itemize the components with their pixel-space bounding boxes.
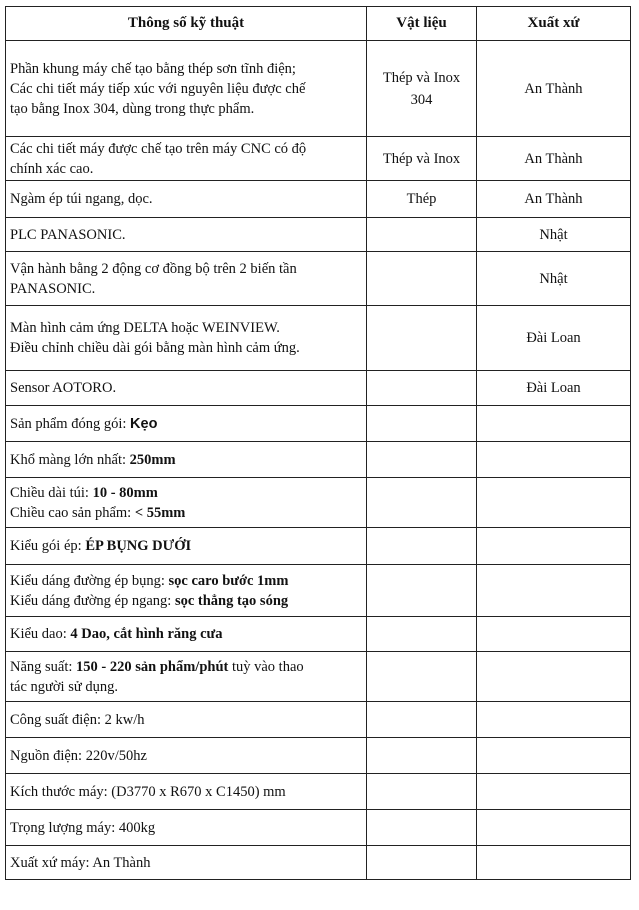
origin-cell — [477, 810, 631, 846]
material-cell — [367, 810, 477, 846]
table-row — [6, 371, 631, 406]
spec-cell — [6, 528, 367, 565]
spec-cell — [6, 702, 367, 738]
header-origin: Xuất xứ — [477, 7, 631, 41]
table-row — [6, 137, 631, 181]
spec-line — [10, 782, 362, 802]
origin-cell — [477, 702, 631, 738]
spec-line — [10, 657, 362, 677]
origin-cell: Đài Loan — [477, 371, 631, 406]
spec-line — [10, 677, 362, 697]
spec-line — [10, 159, 362, 179]
spec-text: Phần khung máy chế tạo bằng thép sơn tĩnh điện; — [10, 60, 296, 77]
table-row — [6, 565, 631, 617]
spec-line — [10, 59, 362, 79]
material-cell — [367, 702, 477, 738]
origin-cell: Đài Loan — [477, 306, 631, 371]
table-row — [6, 528, 631, 565]
spec-value: ÉP BỤNG DƯỚI — [85, 538, 192, 554]
table-row — [6, 478, 631, 528]
spec-value: 250mm — [129, 451, 176, 468]
spec-text: tạo bằng Inox 304, dùng trong thực phẩm. — [10, 100, 255, 117]
spec-text: PLC PANASONIC. — [10, 226, 126, 243]
spec-text: Kích thước máy: (D3770 x R670 x C1450) mm — [10, 783, 286, 800]
spec-text: Năng suất: — [10, 658, 77, 675]
material-cell — [367, 846, 477, 880]
origin-cell: Nhật — [477, 252, 631, 306]
spec-value: sọc caro bước 1mm — [168, 572, 289, 589]
material-cell — [367, 181, 477, 218]
origin-cell — [477, 478, 631, 528]
material-cell — [367, 306, 477, 371]
header-row — [6, 7, 631, 41]
spec-text: Chiều cao sản phẩm: — [10, 504, 135, 521]
spec-line — [10, 483, 362, 503]
header-material: Vật liệu — [367, 7, 477, 41]
spec-cell — [6, 218, 367, 252]
material-text: 304 — [410, 91, 433, 108]
spec-text: Kiểu dáng đường ép bụng: — [10, 572, 169, 589]
spec-cell — [6, 478, 367, 528]
spec-line — [10, 624, 362, 644]
spec-text: Công suất điện: 2 kw/h — [10, 711, 145, 728]
spec-cell — [6, 738, 367, 774]
spec-cell — [6, 41, 367, 137]
spec-text: Sensor AOTORO. — [10, 380, 117, 396]
table-row — [6, 306, 631, 371]
spec-value: sọc thẳng tạo sóng — [174, 592, 289, 609]
spec-line — [10, 279, 362, 299]
spec-value: 150 - 220 sản phẩm/phút — [76, 658, 229, 675]
spec-line — [10, 139, 362, 159]
table-row — [6, 738, 631, 774]
spec-cell — [6, 442, 367, 478]
material-cell — [367, 652, 477, 702]
spec-text: Vận hành bằng 2 động cơ đồng bộ trên 2 biến tần — [10, 260, 297, 277]
spec-line — [10, 710, 362, 730]
table-row — [6, 810, 631, 846]
material-cell — [367, 528, 477, 565]
spec-cell — [6, 774, 367, 810]
spec-line — [10, 591, 362, 611]
spec-text: Trọng lượng máy: 400kg — [10, 819, 156, 836]
material-cell — [367, 218, 477, 252]
spec-text: Màn hình cảm ứng DELTA hoặc WEINVIEW. — [10, 320, 280, 336]
material-text: Thép và Inox — [382, 150, 461, 167]
spec-value: 4 Dao, cắt hình răng cưa — [70, 626, 223, 642]
spec-text: Các chi tiết máy tiếp xúc với nguyên liệu được chế — [10, 80, 306, 97]
origin-cell — [477, 406, 631, 442]
spec-cell — [6, 137, 367, 181]
spec-table — [5, 6, 631, 880]
table-row — [6, 702, 631, 738]
table-row — [6, 442, 631, 478]
spec-value: < 55mm — [134, 504, 186, 521]
table-row — [6, 652, 631, 702]
spec-text: chính xác cao. — [10, 160, 94, 177]
spec-line — [10, 746, 362, 766]
material-cell — [367, 41, 477, 137]
spec-value: Kẹo — [130, 415, 158, 432]
spec-text: Khổ màng lớn nhất: — [10, 451, 130, 468]
spec-line — [10, 536, 362, 556]
spec-line — [10, 818, 362, 838]
spec-value: 10 - 80mm — [92, 484, 158, 501]
spec-text: Điều chỉnh chiều dài gói bằng màn hình cảm ứng. — [10, 340, 300, 356]
origin-cell — [477, 617, 631, 652]
spec-text: Kiểu gói ép: — [10, 538, 86, 554]
spec-cell — [6, 617, 367, 652]
origin-cell: An Thành — [477, 137, 631, 181]
spec-text: Xuất xứ máy: An Thành — [10, 854, 151, 871]
material-text: Thép — [406, 191, 437, 207]
spec-cell — [6, 810, 367, 846]
material-cell — [367, 252, 477, 306]
material-cell — [367, 565, 477, 617]
spec-line — [10, 189, 362, 209]
origin-cell — [477, 652, 631, 702]
spec-line — [10, 318, 362, 338]
material-cell — [367, 478, 477, 528]
spec-cell — [6, 252, 367, 306]
spec-text: Kiểu dáng đường ép ngang: — [10, 592, 175, 609]
material-cell — [367, 774, 477, 810]
spec-cell — [6, 181, 367, 218]
origin-cell — [477, 565, 631, 617]
origin-cell: An Thành — [477, 41, 631, 137]
spec-text: Kiểu dao: — [10, 626, 71, 642]
table-row — [6, 617, 631, 652]
spec-line — [10, 338, 362, 358]
origin-cell — [477, 774, 631, 810]
material-cell — [367, 137, 477, 181]
spec-text: PANASONIC. — [10, 280, 96, 297]
table-row — [6, 252, 631, 306]
spec-cell — [6, 306, 367, 371]
origin-cell — [477, 528, 631, 565]
spec-text: Sản phẩm đóng gói: — [10, 415, 131, 432]
header-spec: Thông số kỹ thuật — [6, 7, 367, 41]
table-row — [6, 774, 631, 810]
spec-text: Các chi tiết máy được chế tạo trên máy CNC có độ — [10, 140, 307, 157]
origin-cell: Nhật — [477, 218, 631, 252]
spec-cell — [6, 371, 367, 406]
table-row — [6, 181, 631, 218]
origin-cell — [477, 738, 631, 774]
spec-cell — [6, 652, 367, 702]
spec-text: tác người sử dụng. — [10, 678, 118, 695]
table-row — [6, 846, 631, 880]
spec-cell — [6, 846, 367, 880]
spec-line — [10, 378, 362, 398]
spec-text: Ngàm ép túi ngang, dọc. — [10, 191, 153, 207]
table-row — [6, 41, 631, 137]
spec-line — [10, 259, 362, 279]
spec-line — [10, 225, 362, 245]
spec-cell — [6, 406, 367, 442]
material-cell — [367, 442, 477, 478]
spec-line — [10, 503, 362, 523]
spec-line — [10, 853, 362, 873]
table-row — [6, 218, 631, 252]
material-cell — [367, 406, 477, 442]
origin-cell — [477, 442, 631, 478]
spec-table-body — [6, 41, 631, 880]
spec-line — [10, 450, 362, 470]
spec-line — [10, 571, 362, 591]
spec-text: Nguồn điện: 220v/50hz — [10, 747, 147, 764]
material-cell — [367, 738, 477, 774]
table-row — [6, 406, 631, 442]
origin-cell: An Thành — [477, 181, 631, 218]
spec-text: Chiều dài túi: — [10, 484, 93, 501]
spec-line — [10, 79, 362, 99]
material-text: Thép và Inox — [382, 69, 461, 86]
material-cell — [367, 617, 477, 652]
spec-text: tuỳ vào thao — [228, 658, 304, 675]
origin-cell — [477, 846, 631, 880]
spec-line — [10, 414, 362, 434]
material-cell — [367, 371, 477, 406]
spec-line — [10, 99, 362, 119]
spec-cell — [6, 565, 367, 617]
